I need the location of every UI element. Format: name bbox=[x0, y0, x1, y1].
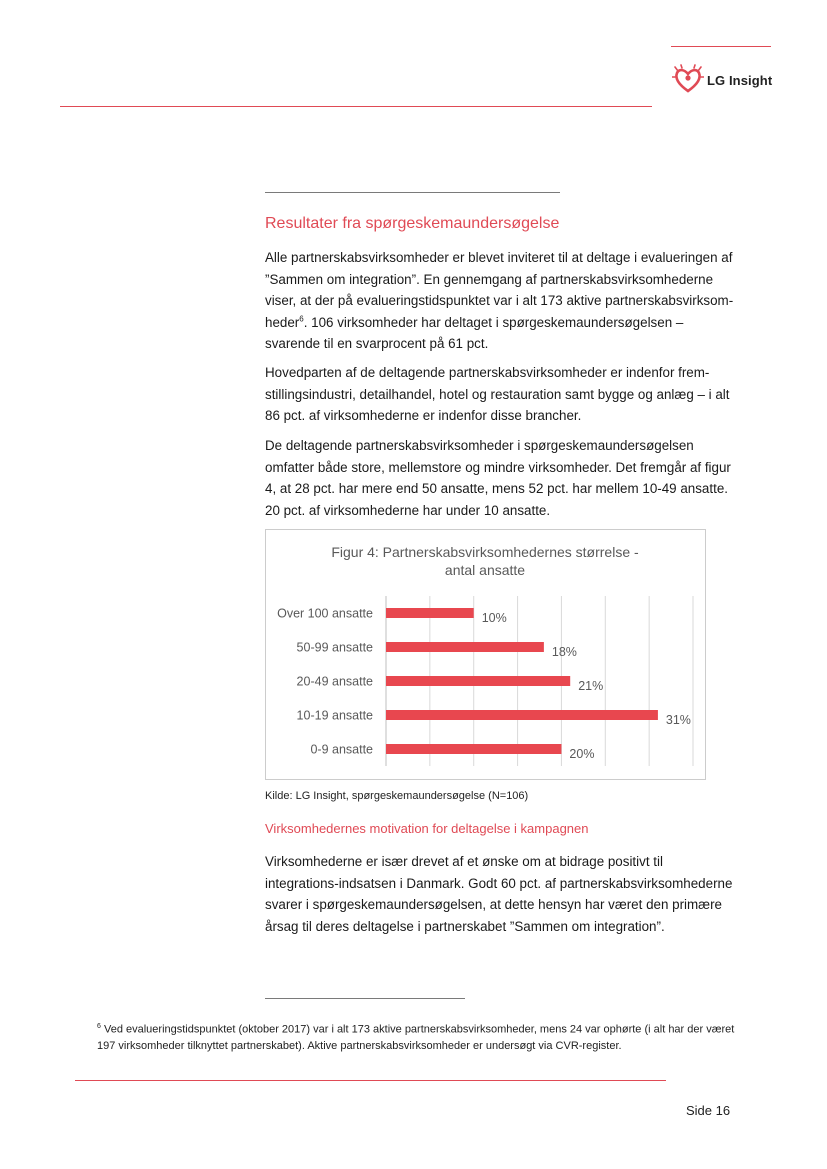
bar bbox=[386, 744, 561, 754]
logo-text: LG Insight bbox=[707, 73, 773, 88]
chart-title-line-1: Figur 4: Partnerskabsvirksomhedernes størrelse - bbox=[331, 544, 639, 560]
header-main-rule bbox=[60, 106, 652, 107]
footnote bbox=[97, 1019, 737, 1054]
figure-4-chart bbox=[265, 529, 706, 780]
category-label: 10-19 ansatte bbox=[296, 708, 373, 723]
bar bbox=[386, 608, 474, 618]
paragraph-1 bbox=[265, 247, 735, 355]
chart-bars bbox=[277, 607, 691, 762]
footer-rule bbox=[75, 1080, 666, 1081]
bar bbox=[386, 710, 658, 720]
bar-value-label: 20% bbox=[569, 747, 595, 761]
footnote-number: 6 bbox=[97, 1023, 101, 1030]
logo-mark-icon bbox=[672, 64, 704, 94]
paragraph-3: De deltagende partnerskabsvirksomheder i spørgeskemaundersøgelsen omfatter både store, mellemstore og mindre virksomheder. Det fremgår af figur 4, at 28 pct. har mere end 50 ansatte, mens 52 pct. har mellem 10-49 ansatte. 20 pct. af virksomhederne har under 10 ansatte. bbox=[265, 438, 731, 518]
category-label: 50-99 ansatte bbox=[296, 640, 373, 655]
subsection-heading: Virksomhedernes motivation for deltagelse i kampagnen bbox=[265, 821, 589, 836]
bar-value-label: 18% bbox=[551, 645, 577, 659]
footnote-rule bbox=[265, 998, 465, 999]
category-label: 0-9 ansatte bbox=[310, 742, 373, 757]
paragraph-2: Hovedparten af de deltagende partnerskabsvirksomheder er indenfor frem-stillingsindustri, detailhandel, hotel og restauration samt bygge og anlæg – i alt 86 pct. af virksomhederne er indenfor disse brancher. bbox=[265, 365, 730, 423]
paragraph-1-text-cont: . 106 virksomheder har deltaget i spørgeskemaundersøgelsen – svarende til en svarprocent på 61 pct. bbox=[265, 314, 684, 351]
chart-title-line-2: antal ansatte bbox=[444, 562, 526, 578]
section-rule bbox=[265, 192, 560, 193]
bar-value-label: 21% bbox=[578, 679, 604, 693]
section-heading: Resultater fra spørgeskemaundersøgelse bbox=[265, 215, 560, 232]
category-label: 20-49 ansatte bbox=[296, 674, 373, 689]
bar bbox=[386, 676, 570, 686]
figure-caption: Kilde: LG Insight, spørgeskemaundersøgelse (N=106) bbox=[265, 790, 529, 802]
page-number: Side 16 bbox=[686, 1103, 731, 1118]
bar bbox=[386, 642, 544, 652]
bar-chart bbox=[266, 530, 705, 779]
bar-value-label: 31% bbox=[665, 713, 691, 727]
bar-value-label: 10% bbox=[481, 611, 507, 625]
lg-insight-logo bbox=[672, 64, 782, 94]
paragraph-1-text: Alle partnerskabsvirksomheder er blevet inviteret til at deltage i evalueringen af ”Sammen om integration”. En gennemgang af partnerskabsvirksomhederne viser, at der på evalueringstidspunktet var i alt 173 aktive partnerskabsvirksom-heder bbox=[265, 250, 734, 330]
category-label: Over 100 ansatte bbox=[277, 606, 373, 621]
subsection-paragraph: Virksomhederne er især drevet af et ønske om at bidrage positivt til integrations-indsatsen i Danmark. Godt 60 pct. af partnerskabsvirksomhederne svarer i spørgeskemaundersøgelsen, at dette hensyn har været den primære årsag til deres deltagelse i partnerskabet ”Sammen om integration”. bbox=[265, 854, 733, 934]
footnote-ref[interactable]: 6 bbox=[299, 314, 304, 324]
footnote-text: Ved evalueringstidspunktet (oktober 2017) var i alt 173 aktive partnerskabsvirksomheder, mens 24 var ophørte (i alt har der været 197 virksomheder tilknyttet partnerskabet). Aktive partnerskabsvirksomheder er undersøgt via CVR-register. bbox=[97, 1023, 735, 1052]
header-top-rule bbox=[671, 46, 771, 47]
